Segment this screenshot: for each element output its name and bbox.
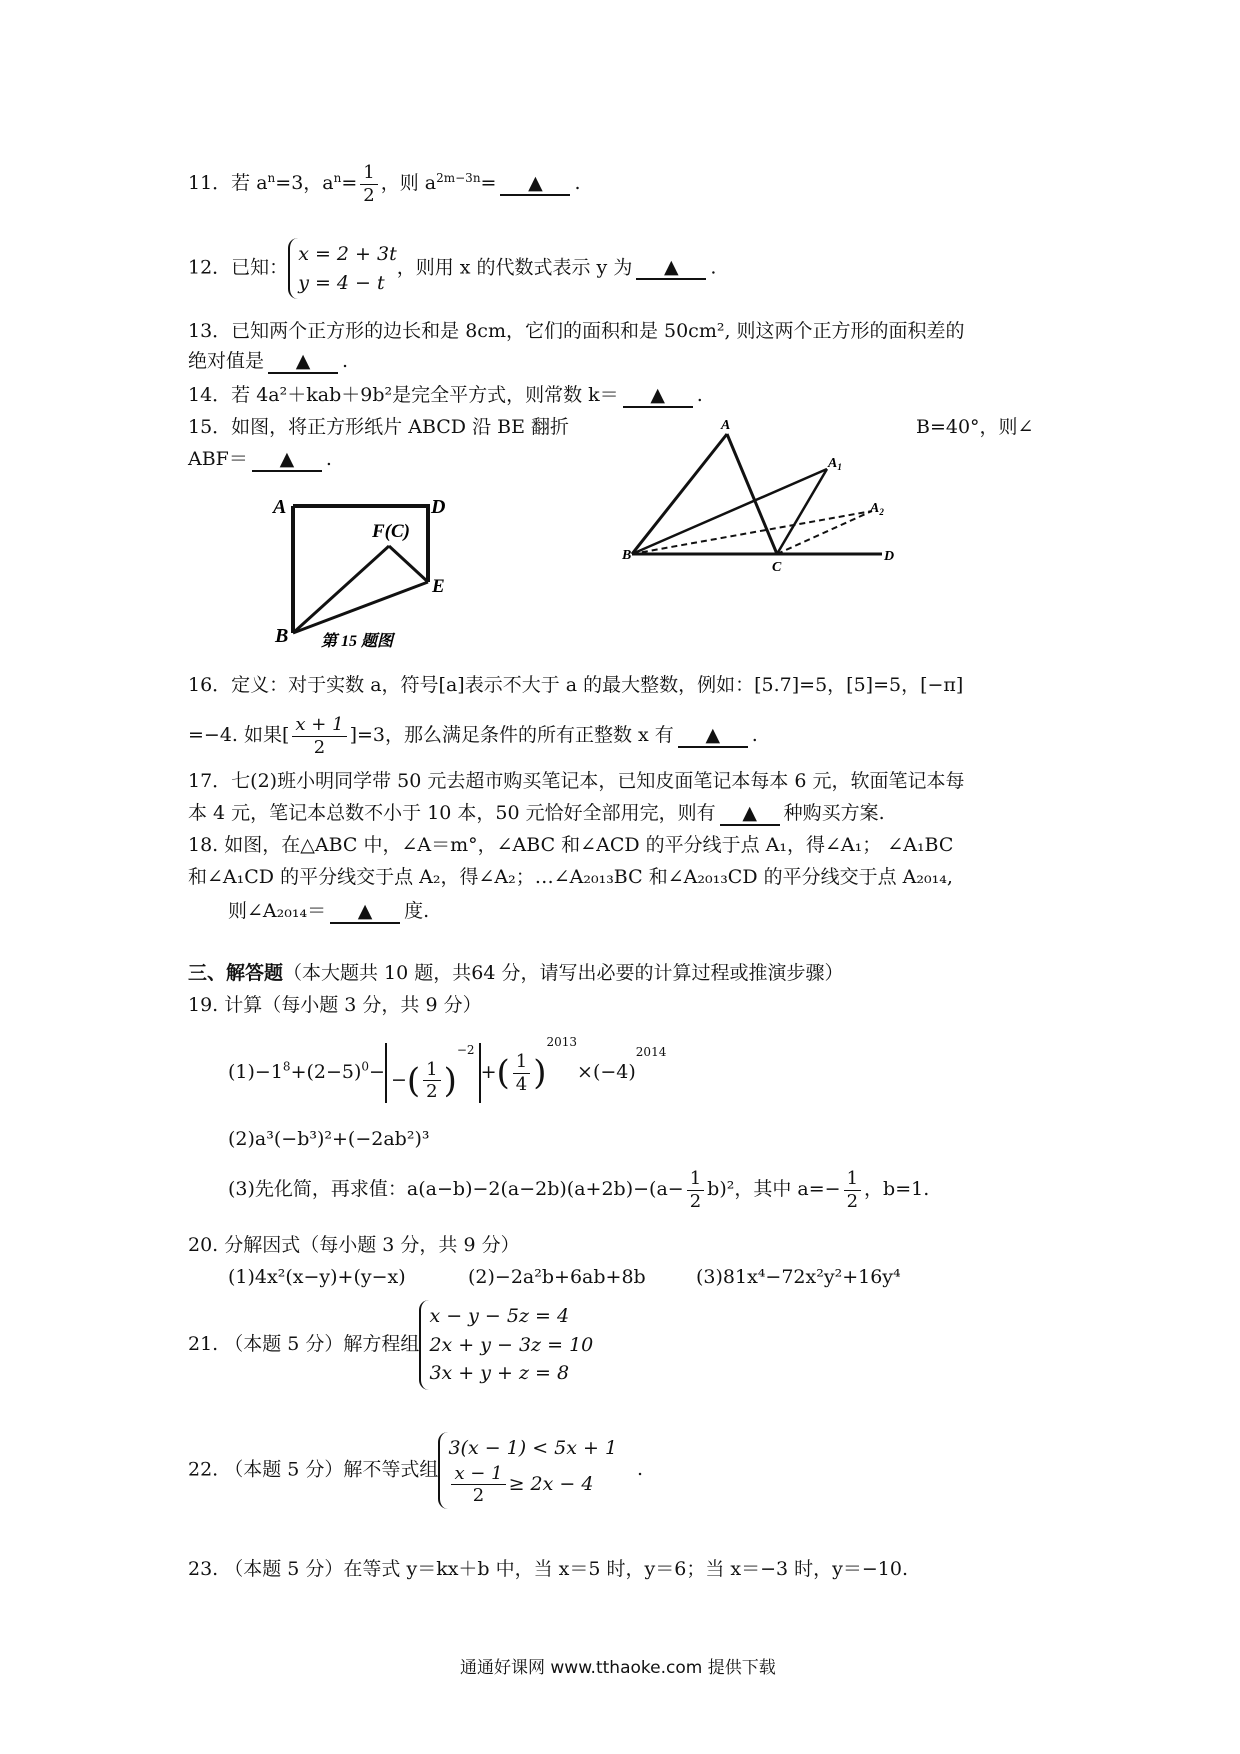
figure-18 [622,412,902,577]
frac-num: 1 [423,1059,440,1082]
section-title: 三、解答题 [188,962,284,984]
q12-eq1: x = 2 + 3t [298,243,397,265]
paren: ( [496,1052,510,1093]
q13-end: . [342,350,349,372]
q19-text: − [390,1069,407,1092]
q19-exp: 0 [361,1059,370,1074]
label-B: B [275,625,289,647]
q13-text: 绝对值是 [188,350,265,372]
label-A1: $A_1$ [828,456,842,472]
question-18-line2: 和∠A₁CD 的平分线交于点 A₂，得∠A₂；…∠A₂₀₁₃BC 和∠A₂₀₁₃CD 的平分线交于点 A₂₀₁₄, [188,866,953,888]
label-A: A [273,496,287,518]
q22-system [438,1432,617,1509]
question-18-line1: 18. 如图，在△ABC 中，∠A＝m°，∠ABC 和∠ACD 的平分线于点 A₁，得∠A₁； ∠A₁BC [188,834,954,856]
section-3-heading [188,962,844,986]
frac-den: 2 [363,184,375,206]
q22-ineq2 [448,1463,617,1507]
q11-exp: n [267,170,276,185]
answer-blank: ▲ [678,725,748,748]
question-12 [188,238,716,299]
question-19-part2: (2)a³(−b³)²+(−2ab²)³ [228,1128,430,1150]
frac-num: x + 1 [292,714,346,737]
label-F: F(C) [372,521,410,542]
label-A: A [721,418,731,433]
q16-text: ]=3，那么满足条件的所有正整数 x 有 [349,724,674,747]
frac-num: 1 [360,162,377,185]
answer-blank: ▲ [268,351,338,374]
frac-den: 2 [472,1485,485,1507]
q22-fraction [451,1463,505,1507]
footer-text: 通通好课网 www.tthaoke.com 提供下载 [460,1658,776,1678]
label-D: D [431,496,446,518]
paren: ) [443,1060,457,1101]
question-16-line1: 16．定义：对于实数 a，符号[a]表示不大于 a 的最大整数，例如：[5.7]=5，[5]=5，[−π] [188,674,964,696]
frac-num: 1 [513,1051,530,1074]
figure-15-caption: 第 15 题图 [321,633,394,650]
q12-end: . [710,256,717,279]
q19-exp: 8 [282,1059,291,1074]
q11-end: . [574,172,581,195]
q16-end: . [751,724,758,747]
q16-text: =−4. 如果[ [188,724,290,747]
q21-text: 21. （本题 5 分）解方程组 [188,1332,420,1355]
q11-text: =3，a [275,172,334,195]
q16-fraction [292,714,346,758]
frac-den: 2 [689,1190,702,1212]
frac-den: 4 [515,1073,528,1095]
q22-ineq1: 3(x − 1) < 5x + 1 [448,1437,618,1459]
question-21 [188,1300,593,1390]
q19-text: b)²，其中 a=− [707,1178,841,1201]
q19-text: ，b=1. [864,1178,930,1201]
frac-num: 1 [687,1168,704,1191]
q11-text: = [480,172,497,195]
question-20-part2: (2)−2a²b+6ab+8b [468,1266,646,1288]
answer-blank: ▲ [330,901,400,924]
q19-text: (3)先化简，再求值：a(a−b)−2(a−2b)(a+2b)−(a− [228,1178,684,1201]
q21-eq1: x − y − 5z = 4 [429,1305,570,1327]
q15-end: . [325,448,332,470]
question-16-line2 [188,714,758,758]
q19-fraction [513,1051,530,1095]
question-20-title: 20. 分解因式（每小题 3 分，共 9 分） [188,1234,520,1256]
q21-eq2: 2x + y − 3z = 10 [429,1333,594,1356]
q11-label: 11．若 a [188,172,268,195]
q15-text: ABF＝ [188,448,248,470]
q11-text: = [341,172,358,195]
q19-exp: 2014 [635,1045,667,1059]
question-15-line1a: 15．如图，将正方形纸片 ABCD 沿 BE 翻折 [188,416,569,438]
question-15-line2 [188,448,332,472]
section-desc: （本大题共 10 题，共64 分，请写出必要的计算过程或推演步骤） [283,962,844,984]
question-13-line1: 13．已知两个正方形的边长和是 8cm，它们的面积和是 50cm², 则这两个正方形的面积差的 [188,320,965,342]
q14-end: . [696,384,703,406]
q11-text: ，则 a [380,172,437,195]
q14-text: 14．若 4a²＋kab＋9b²是完全平方式，则常数 k＝ [188,384,619,406]
q12-eq2: y = 4 − t [298,271,385,294]
q17-text: 种购买方案. [783,802,885,824]
frac-den: 2 [313,736,326,758]
label-E: E [432,576,445,597]
question-18-line3 [228,900,429,924]
q19-fraction [423,1059,440,1103]
q22-text: 22. （本题 5 分）解不等式组 [188,1458,439,1481]
question-14 [188,384,703,408]
q19-text: + [480,1061,497,1084]
q18-text: 度. [404,900,430,922]
label-A2: $A_2$ [870,501,884,517]
answer-blank: ▲ [623,385,693,408]
q21-system [419,1300,593,1390]
q19-fraction [844,1168,861,1212]
question-19-part3 [228,1168,929,1212]
label-B: B [622,548,632,563]
q22-end: . [637,1458,644,1481]
frac-den: 2 [846,1190,859,1212]
question-23: 23. （本题 5 分）在等式 y＝kx＋b 中，当 x＝5 时，y＝6；当 x＝−3 时，y＝−10. [188,1558,909,1580]
q11-exp: n [333,170,342,185]
question-20-part3: (3)81x⁴−72x²y²+16y⁴ [696,1266,901,1288]
question-17-line2 [188,802,885,826]
answer-blank: ▲ [720,803,780,826]
answer-blank: ▲ [636,257,706,280]
q19-text: (1)−1 [228,1061,283,1084]
paren: ( [406,1060,421,1101]
answer-blank: ▲ [500,173,570,196]
q19-text: +(2−5) [290,1061,362,1084]
q18-text: 则∠A₂₀₁₄＝ [228,900,327,922]
frac-den: 2 [426,1081,438,1103]
q19-exp: −2 [456,1042,475,1057]
answer-blank: ▲ [252,449,322,472]
question-13-line2 [188,350,348,374]
question-15-line1b: B=40°，则∠ [916,416,1034,438]
q21-eq3: 3x + y + z = 8 [429,1362,570,1384]
frac-num: x − 1 [451,1463,505,1486]
question-22 [188,1432,643,1509]
q19-text: − [369,1061,385,1084]
q17-text: 本 4 元，笔记本总数不小于 10 本，50 元恰好全部用完，则有 [188,802,716,824]
q19-fraction [687,1168,704,1212]
question-17-line1: 17．七(2)班小明同学带 50 元去超市购买笔记本，已知皮面笔记本每本 6 元，软面笔记本每 [188,770,965,792]
q11-exp: 2m−3n [436,170,481,185]
q19-absolute-value [385,1043,481,1103]
question-19-title: 19. 计算（每小题 3 分，共 9 分） [188,994,482,1016]
figure-15 [265,492,465,657]
label-C: C [772,560,782,575]
q12-text: ，则用 x 的代数式表示 y 为 [396,256,633,279]
q22-text: ≥ 2x − 4 [508,1472,594,1495]
paren: ) [533,1052,547,1093]
q19-text: ×(−4) [577,1061,636,1084]
question-20-part1: (1)4x²(x−y)+(y−x) [228,1266,406,1288]
q12-system [288,238,397,299]
q12-label: 12．已知： [188,256,289,279]
label-D: D [884,549,895,564]
q11-fraction [360,162,377,206]
frac-num: 1 [844,1168,861,1191]
question-19-part1 [228,1035,666,1103]
question-11 [188,162,581,206]
q19-exp: 2013 [546,1035,578,1049]
